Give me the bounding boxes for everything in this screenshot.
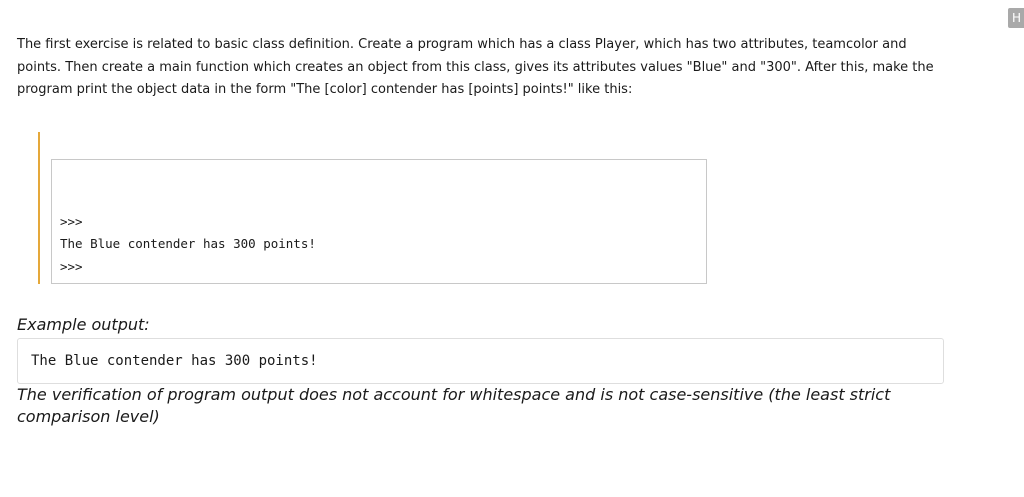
example-output-label: Example output:	[17, 315, 150, 334]
terminal-prompt-line: >>>	[60, 259, 83, 274]
verification-note: The verification of program output does not account for whitespace and is not case-sensitive (the least strict comparison level)	[17, 385, 891, 426]
corner-help-button[interactable]: H	[1008, 8, 1024, 28]
terminal-output-line: The Blue contender has 300 points!	[60, 236, 316, 251]
terminal-prompt-line: >>>	[60, 214, 83, 229]
example-output-box	[17, 338, 944, 384]
example-output-text: The Blue contender has 300 points!	[31, 353, 318, 369]
quote-accent-bar	[38, 132, 40, 284]
exercise-description: The first exercise is related to basic class definition. Create a program which has a class Player, which has two attributes, teamcolor and points. Then create a main function which creates an object from this class, gives its attributes values "Blue" and "300". After this, make the program print the object data in the form "The [color] contender has [points] points!" like this:	[17, 37, 934, 97]
terminal-sample-box	[51, 159, 707, 284]
